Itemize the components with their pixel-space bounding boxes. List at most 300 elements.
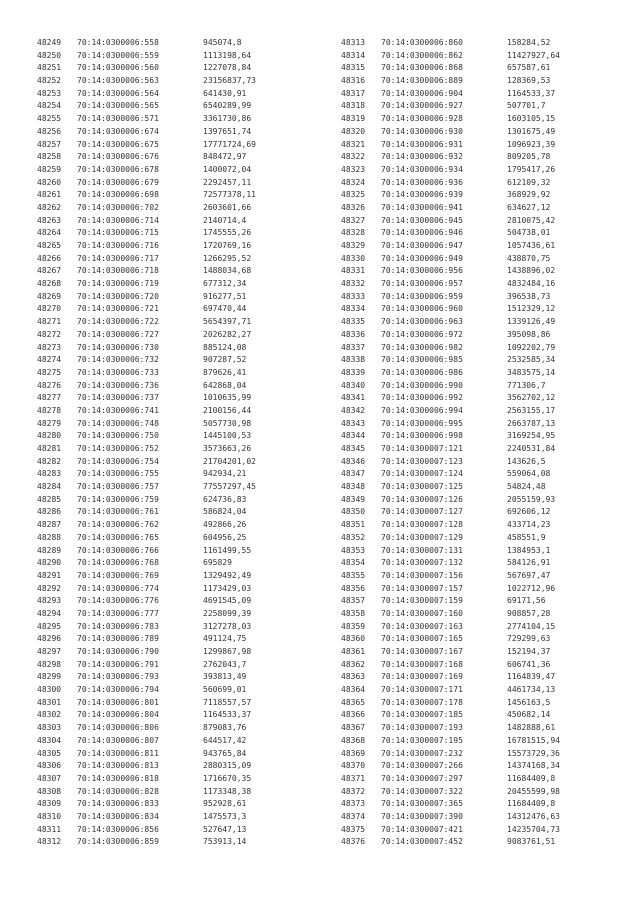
cadastral-value: 20455599,98 xyxy=(507,786,560,796)
table-row xyxy=(37,62,256,75)
table-row xyxy=(341,164,560,177)
table-row xyxy=(341,342,560,355)
cadastral-number: 70:14:0300007:171 xyxy=(381,685,463,695)
row-number: 48269 xyxy=(37,291,62,301)
cadastral-value: 2762043,7 xyxy=(203,659,247,669)
cadastral-number: 70:14:0300007:160 xyxy=(381,608,463,618)
table-row xyxy=(341,748,560,761)
row-number: 48374 xyxy=(341,811,366,821)
cadastral-number: 70:14:0300006:818 xyxy=(77,773,159,783)
table-row xyxy=(341,570,560,583)
table-row xyxy=(37,139,256,152)
table-row xyxy=(341,583,560,596)
cadastral-number: 70:14:0300007:421 xyxy=(381,824,463,834)
cadastral-number: 70:14:0300007:452 xyxy=(381,837,463,847)
row-number: 48305 xyxy=(37,748,62,758)
cadastral-number: 70:14:0300007:129 xyxy=(381,532,463,542)
table-row xyxy=(341,189,560,202)
cadastral-value: 72577378,11 xyxy=(203,190,256,200)
row-number: 48368 xyxy=(341,735,366,745)
cadastral-value: 907287,52 xyxy=(203,355,247,365)
cadastral-value: 504738,01 xyxy=(507,228,551,238)
table-row xyxy=(341,697,560,710)
cadastral-value: 677312,34 xyxy=(203,279,247,289)
row-number: 48253 xyxy=(37,88,62,98)
table-row xyxy=(37,126,256,139)
cadastral-value: 1173429,03 xyxy=(203,583,252,593)
cadastral-number: 70:14:0300007:127 xyxy=(381,507,463,517)
row-number: 48307 xyxy=(37,773,62,783)
row-number: 48337 xyxy=(341,342,366,352)
row-number: 48319 xyxy=(341,114,366,124)
cadastral-number: 70:14:0300007:125 xyxy=(381,482,463,492)
row-number: 48365 xyxy=(341,697,366,707)
cadastral-number: 70:14:0300006:859 xyxy=(77,837,159,847)
cadastral-value: 2663787,13 xyxy=(507,418,556,428)
row-number: 48266 xyxy=(37,253,62,263)
cadastral-number: 70:14:0300006:889 xyxy=(381,76,463,86)
row-number: 48279 xyxy=(37,418,62,428)
table-row xyxy=(37,291,256,304)
row-number: 48366 xyxy=(341,710,366,720)
cadastral-value: 697470,44 xyxy=(203,304,247,314)
cadastral-value: 1384953,1 xyxy=(507,545,551,555)
cadastral-number: 70:14:0300007:193 xyxy=(381,723,463,733)
cadastral-number: 70:14:0300006:834 xyxy=(77,811,159,821)
cadastral-number: 70:14:0300006:860 xyxy=(381,38,463,47)
cadastral-number: 70:14:0300006:748 xyxy=(77,418,159,428)
table-row xyxy=(37,659,256,672)
row-number: 48348 xyxy=(341,482,366,492)
cadastral-number: 70:14:0300007:168 xyxy=(381,659,463,669)
table-row xyxy=(37,177,256,190)
cadastral-number: 70:14:0300006:752 xyxy=(77,444,159,453)
table-row xyxy=(341,811,560,824)
table-row xyxy=(37,430,256,443)
cadastral-number: 70:14:0300006:719 xyxy=(77,279,159,289)
cadastral-value: 438870,75 xyxy=(507,253,551,263)
cadastral-number: 70:14:0300006:856 xyxy=(77,824,159,834)
row-number: 48321 xyxy=(341,139,366,149)
cadastral-value: 1795417,26 xyxy=(507,164,556,174)
table-row xyxy=(341,671,560,684)
table-row xyxy=(37,215,256,228)
table-row xyxy=(341,545,560,558)
table-row xyxy=(341,75,560,88)
cadastral-value: 6540289,99 xyxy=(203,101,252,111)
row-number: 48361 xyxy=(341,647,366,656)
table-row xyxy=(37,37,256,50)
row-number: 48275 xyxy=(37,367,62,377)
cadastral-value: 952928,61 xyxy=(203,799,247,809)
row-number: 48354 xyxy=(341,558,366,568)
cadastral-value: 2026282,27 xyxy=(203,329,252,339)
table-row xyxy=(37,532,256,545)
cadastral-number: 70:14:0300007:128 xyxy=(381,520,463,530)
row-number: 48376 xyxy=(341,837,366,847)
cadastral-number: 70:14:0300006:733 xyxy=(77,367,159,377)
table-row xyxy=(37,88,256,101)
table-row xyxy=(37,545,256,558)
row-number: 48351 xyxy=(341,520,366,530)
cadastral-number: 70:14:0300006:698 xyxy=(77,190,159,200)
cadastral-number: 70:14:0300007:124 xyxy=(381,469,463,479)
cadastral-value: 77557297,45 xyxy=(203,482,256,492)
cadastral-value: 634627,12 xyxy=(507,202,551,212)
table-row xyxy=(37,735,256,748)
table-row xyxy=(37,836,256,849)
table-row xyxy=(37,240,256,253)
cadastral-number: 70:14:0300007:169 xyxy=(381,672,463,682)
table-row xyxy=(37,633,256,646)
row-number: 48309 xyxy=(37,799,62,809)
row-number: 48302 xyxy=(37,710,62,720)
table-row xyxy=(37,227,256,240)
cadastral-number: 70:14:0300006:741 xyxy=(77,405,159,415)
cadastral-value: 14312476,63 xyxy=(507,811,560,821)
table-row xyxy=(341,62,560,75)
cadastral-number: 70:14:0300006:560 xyxy=(77,63,159,73)
cadastral-number: 70:14:0300006:862 xyxy=(381,50,463,60)
row-number: 48359 xyxy=(341,621,366,631)
cadastral-value: 15573729,36 xyxy=(507,748,560,758)
table-row xyxy=(341,227,560,240)
cadastral-value: 14235704,73 xyxy=(507,824,560,834)
cadastral-value: 945074,8 xyxy=(203,38,242,47)
cadastral-number: 70:14:0300006:727 xyxy=(77,329,159,339)
cadastral-number: 70:14:0300006:722 xyxy=(77,317,159,327)
cadastral-value: 4832484,16 xyxy=(507,279,556,289)
row-number: 48265 xyxy=(37,241,62,250)
cadastral-value: 2880315,09 xyxy=(203,761,252,771)
table-row xyxy=(37,481,256,494)
table-row xyxy=(341,278,560,291)
cadastral-number: 70:14:0300006:959 xyxy=(381,291,463,301)
cadastral-value: 21704201,02 xyxy=(203,456,256,466)
row-number: 48254 xyxy=(37,101,62,111)
row-number: 48278 xyxy=(37,405,62,415)
cadastral-value: 2532585,34 xyxy=(507,355,556,365)
table-row xyxy=(341,595,560,608)
table-row xyxy=(37,506,256,519)
cadastral-number: 70:14:0300006:947 xyxy=(381,241,463,250)
row-number: 48312 xyxy=(37,837,62,847)
cadastral-number: 70:14:0300006:960 xyxy=(381,304,463,314)
row-number: 48340 xyxy=(341,380,366,390)
cadastral-value: 2140714,4 xyxy=(203,215,247,225)
row-number: 48356 xyxy=(341,583,366,593)
row-number: 48281 xyxy=(37,444,62,453)
cadastral-number: 70:14:0300006:927 xyxy=(381,101,463,111)
table-row xyxy=(341,380,560,393)
table-row xyxy=(37,621,256,634)
cadastral-value: 2774104,15 xyxy=(507,621,556,631)
table-row xyxy=(37,418,256,431)
row-number: 48329 xyxy=(341,241,366,250)
table-row xyxy=(37,595,256,608)
row-number: 48263 xyxy=(37,215,62,225)
cadastral-value: 2240531,84 xyxy=(507,444,556,453)
cadastral-value: 559064,08 xyxy=(507,469,551,479)
row-number: 48294 xyxy=(37,608,62,618)
cadastral-number: 70:14:0300006:932 xyxy=(381,152,463,162)
table-row xyxy=(37,570,256,583)
cadastral-number: 70:14:0300007:121 xyxy=(381,444,463,453)
cadastral-value: 4691545,09 xyxy=(203,596,252,606)
row-number: 48345 xyxy=(341,444,366,453)
cadastral-number: 70:14:0300006:769 xyxy=(77,570,159,580)
row-number: 48272 xyxy=(37,329,62,339)
row-number: 48262 xyxy=(37,202,62,212)
cadastral-value: 368929,92 xyxy=(507,190,551,200)
cadastral-value: 2603601,66 xyxy=(203,202,252,212)
table-row xyxy=(37,684,256,697)
cadastral-value: 1488034,68 xyxy=(203,266,252,276)
table-row xyxy=(341,392,560,405)
cadastral-value: 1227078,84 xyxy=(203,63,252,73)
table-row xyxy=(37,557,256,570)
cadastral-number: 70:14:0300006:765 xyxy=(77,532,159,542)
cadastral-value: 23156837,73 xyxy=(203,76,256,86)
cadastral-value: 1603105,15 xyxy=(507,114,556,124)
table-row xyxy=(37,202,256,215)
row-number: 48331 xyxy=(341,266,366,276)
table-row xyxy=(341,139,560,152)
table-row xyxy=(341,126,560,139)
table-row xyxy=(341,202,560,215)
row-number: 48357 xyxy=(341,596,366,606)
table-row xyxy=(341,303,560,316)
cadastral-number: 70:14:0300006:930 xyxy=(381,126,463,136)
cadastral-number: 70:14:0300007:195 xyxy=(381,735,463,745)
row-number: 48277 xyxy=(37,393,62,403)
cadastral-number: 70:14:0300007:165 xyxy=(381,634,463,644)
row-number: 48343 xyxy=(341,418,366,428)
cadastral-value: 642868,04 xyxy=(203,380,247,390)
row-number: 48252 xyxy=(37,76,62,86)
cadastral-value: 2810075,42 xyxy=(507,215,556,225)
table-row xyxy=(37,278,256,291)
row-number: 48271 xyxy=(37,317,62,327)
cadastral-number: 70:14:0300006:994 xyxy=(381,405,463,415)
table-row xyxy=(341,532,560,545)
table-row xyxy=(341,88,560,101)
row-number: 48353 xyxy=(341,545,366,555)
cadastral-number: 70:14:0300006:811 xyxy=(77,748,159,758)
cadastral-value: 54824,48 xyxy=(507,482,546,492)
row-number: 48257 xyxy=(37,139,62,149)
cadastral-value: 17771724,69 xyxy=(203,139,256,149)
table-row xyxy=(341,773,560,786)
table-row xyxy=(37,367,256,380)
table-row xyxy=(341,291,560,304)
row-number: 48349 xyxy=(341,494,366,504)
table-row xyxy=(341,240,560,253)
row-number: 48360 xyxy=(341,634,366,644)
row-number: 48352 xyxy=(341,532,366,542)
cadastral-number: 70:14:0300007:365 xyxy=(381,799,463,809)
row-number: 48315 xyxy=(341,63,366,73)
table-row xyxy=(37,316,256,329)
cadastral-value: 433714,23 xyxy=(507,520,551,530)
cadastral-number: 70:14:0300006:791 xyxy=(77,659,159,669)
row-number: 48313 xyxy=(341,38,366,47)
cadastral-number: 70:14:0300006:928 xyxy=(381,114,463,124)
cadastral-number: 70:14:0300006:774 xyxy=(77,583,159,593)
table-row xyxy=(37,342,256,355)
row-number: 48285 xyxy=(37,494,62,504)
row-number: 48261 xyxy=(37,190,62,200)
cadastral-value: 3562702,12 xyxy=(507,393,556,403)
cadastral-value: 1161499,55 xyxy=(203,545,252,555)
row-number: 48311 xyxy=(37,824,62,834)
cadastral-number: 70:14:0300006:565 xyxy=(77,101,159,111)
cadastral-number: 70:14:0300006:675 xyxy=(77,139,159,149)
cadastral-value: 771306,7 xyxy=(507,380,546,390)
cadastral-value: 641430,91 xyxy=(203,88,247,98)
table-row xyxy=(37,697,256,710)
cadastral-value: 1164533,37 xyxy=(507,88,556,98)
row-number: 48282 xyxy=(37,456,62,466)
row-number: 48298 xyxy=(37,659,62,669)
cadastral-number: 70:14:0300006:717 xyxy=(77,253,159,263)
table-row xyxy=(37,265,256,278)
row-number: 48358 xyxy=(341,608,366,618)
table-row xyxy=(341,177,560,190)
cadastral-number: 70:14:0300006:715 xyxy=(77,228,159,238)
cadastral-value: 1438896,02 xyxy=(507,266,556,276)
row-number: 48316 xyxy=(341,76,366,86)
cadastral-number: 70:14:0300006:702 xyxy=(77,202,159,212)
row-number: 48268 xyxy=(37,279,62,289)
cadastral-value: 1512329,12 xyxy=(507,304,556,314)
cadastral-value: 1339126,49 xyxy=(507,317,556,327)
row-number: 48371 xyxy=(341,773,366,783)
row-number: 48324 xyxy=(341,177,366,187)
cadastral-number: 70:14:0300006:718 xyxy=(77,266,159,276)
table-row xyxy=(341,329,560,342)
row-number: 48270 xyxy=(37,304,62,314)
cadastral-number: 70:14:0300006:807 xyxy=(77,735,159,745)
cadastral-number: 70:14:0300006:730 xyxy=(77,342,159,352)
cadastral-value: 1445100,53 xyxy=(203,431,252,441)
row-number: 48344 xyxy=(341,431,366,441)
row-number: 48258 xyxy=(37,152,62,162)
cadastral-number: 70:14:0300006:736 xyxy=(77,380,159,390)
cadastral-number: 70:14:0300006:755 xyxy=(77,469,159,479)
cadastral-value: 657587,61 xyxy=(507,63,551,73)
cadastral-number: 70:14:0300006:676 xyxy=(77,152,159,162)
table-row xyxy=(341,659,560,672)
cadastral-number: 70:14:0300006:768 xyxy=(77,558,159,568)
cadastral-number: 70:14:0300006:720 xyxy=(77,291,159,301)
cadastral-number: 70:14:0300006:732 xyxy=(77,355,159,365)
row-number: 48251 xyxy=(37,63,62,73)
table-row xyxy=(37,760,256,773)
cadastral-number: 70:14:0300006:833 xyxy=(77,799,159,809)
table-row xyxy=(37,748,256,761)
row-number: 48306 xyxy=(37,761,62,771)
table-row xyxy=(37,709,256,722)
table-row xyxy=(37,303,256,316)
table-row xyxy=(37,113,256,126)
row-number: 48299 xyxy=(37,672,62,682)
row-number: 48334 xyxy=(341,304,366,314)
table-row xyxy=(341,316,560,329)
cadastral-number: 70:14:0300006:737 xyxy=(77,393,159,403)
cadastral-number: 70:14:0300006:992 xyxy=(381,393,463,403)
row-number: 48286 xyxy=(37,507,62,517)
cadastral-value: 491124,75 xyxy=(203,634,247,644)
table-row xyxy=(341,735,560,748)
cadastral-value: 606741,36 xyxy=(507,659,551,669)
cadastral-number: 70:14:0300006:828 xyxy=(77,786,159,796)
cadastral-number: 70:14:0300006:679 xyxy=(77,177,159,187)
table-row xyxy=(37,164,256,177)
cadastral-value: 1173348,38 xyxy=(203,786,252,796)
cadastral-number: 70:14:0300006:956 xyxy=(381,266,463,276)
cadastral-value: 450682,14 xyxy=(507,710,551,720)
table-row xyxy=(37,722,256,735)
table-row xyxy=(37,583,256,596)
table-row xyxy=(37,468,256,481)
table-row xyxy=(37,494,256,507)
cadastral-value: 158284,52 xyxy=(507,38,551,47)
cadastral-number: 70:14:0300006:789 xyxy=(77,634,159,644)
cadastral-number: 70:14:0300006:957 xyxy=(381,279,463,289)
cadastral-number: 70:14:0300006:721 xyxy=(77,304,159,314)
cadastral-number: 70:14:0300006:982 xyxy=(381,342,463,352)
cadastral-value: 1720769,16 xyxy=(203,241,252,250)
table-row xyxy=(37,75,256,88)
cadastral-value: 584126,91 xyxy=(507,558,551,568)
row-number: 48296 xyxy=(37,634,62,644)
row-number: 48288 xyxy=(37,532,62,542)
row-number: 48295 xyxy=(37,621,62,631)
cadastral-number: 70:14:0300006:762 xyxy=(77,520,159,530)
cadastral-number: 70:14:0300007:297 xyxy=(381,773,463,783)
row-number: 48355 xyxy=(341,570,366,580)
table-row xyxy=(341,354,560,367)
row-number: 48332 xyxy=(341,279,366,289)
table-row xyxy=(341,253,560,266)
row-number: 48284 xyxy=(37,482,62,492)
cadastral-value: 2292457,11 xyxy=(203,177,252,187)
table-row xyxy=(341,50,560,63)
row-number: 48276 xyxy=(37,380,62,390)
cadastral-number: 70:14:0300007:157 xyxy=(381,583,463,593)
cadastral-number: 70:14:0300007:132 xyxy=(381,558,463,568)
row-number: 48369 xyxy=(341,748,366,758)
cadastral-number: 70:14:0300006:564 xyxy=(77,88,159,98)
cadastral-value: 1010635,99 xyxy=(203,393,252,403)
cadastral-number: 70:14:0300007:159 xyxy=(381,596,463,606)
cadastral-value: 644517,42 xyxy=(203,735,247,745)
table-row xyxy=(341,443,560,456)
cadastral-value: 5654397,71 xyxy=(203,317,252,327)
cadastral-value: 2055159,93 xyxy=(507,494,556,504)
cadastral-value: 1400072,04 xyxy=(203,164,252,174)
row-number: 48347 xyxy=(341,469,366,479)
cadastral-value: 1745555,26 xyxy=(203,228,252,238)
table-row xyxy=(37,608,256,621)
cadastral-value: 916277,51 xyxy=(203,291,247,301)
table-row xyxy=(341,405,560,418)
cadastral-number: 70:14:0300006:868 xyxy=(381,63,463,73)
cadastral-value: 396538,73 xyxy=(507,291,551,301)
row-number: 48267 xyxy=(37,266,62,276)
cadastral-number: 70:14:0300007:163 xyxy=(381,621,463,631)
